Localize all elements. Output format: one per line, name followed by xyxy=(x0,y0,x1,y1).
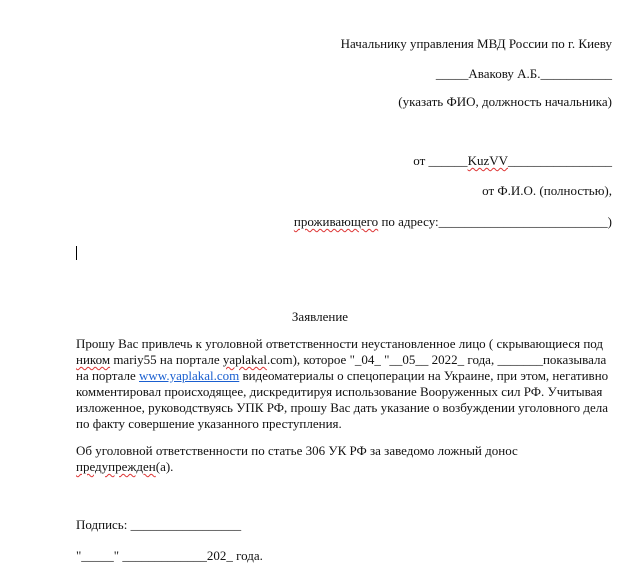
p1-text-b: скрывающиеся под xyxy=(493,336,604,351)
from-suffix: ________________ xyxy=(508,153,612,168)
from-hint: от Ф.И.О. (полностью), xyxy=(482,183,612,198)
p1-text-a: Прошу Вас привлечь к уголовной ответственности неустановленное лицо ( xyxy=(76,336,494,351)
document-title: Заявление xyxy=(291,309,349,324)
portal-link[interactable]: www.yaplakal.com xyxy=(139,368,240,383)
p1-text-g: видеоматериалы о спецоперации на Украине, при этом, негативно комментировал происходящее, дискредитируя использование Вооруженных сил РФ. Учитывая изложенное, руководствуясь УПК РФ, прошу Вас дать указание о возбуждении уголовного дела по факту совершение указанного преступления. xyxy=(76,368,609,431)
text-cursor xyxy=(76,246,77,260)
p2-text-a: Об уголовной ответственности по статье 306 УК РФ за заведомо ложный донос xyxy=(76,443,518,458)
p2-text-warned: предупрежден xyxy=(76,459,156,474)
p1-text-portal: yaplakal xyxy=(222,352,267,367)
p1-text-nick: ником xyxy=(76,352,111,367)
body-paragraph-1 xyxy=(76,336,616,432)
residing-word: проживающего xyxy=(293,214,379,229)
signature-line: Подпись: _________________ xyxy=(76,517,242,532)
from-name: KuzVV xyxy=(467,153,508,168)
body-paragraph-2 xyxy=(76,443,616,475)
recipient-title: Начальнику управления МВД России по г. Киеву xyxy=(340,36,612,51)
residing-line xyxy=(294,214,612,230)
p2-text-c: (а). xyxy=(155,459,174,474)
recipient-hint: (указать ФИО, должность начальника) xyxy=(398,94,612,109)
recipient-name: _____Авакову А.Б.___________ xyxy=(435,66,612,81)
from-prefix: от ______ xyxy=(413,153,468,168)
date-line: "_____" _____________202_ года. xyxy=(76,548,263,563)
p1-text-d: mariy55 на портале xyxy=(110,352,223,367)
from-line xyxy=(413,153,612,169)
residing-rest: по адресу:__________________________) xyxy=(378,214,612,229)
p1-text-f: .com), которое "_04_ "__05__ 2022_ года, _______показывала на портале xyxy=(76,352,607,383)
